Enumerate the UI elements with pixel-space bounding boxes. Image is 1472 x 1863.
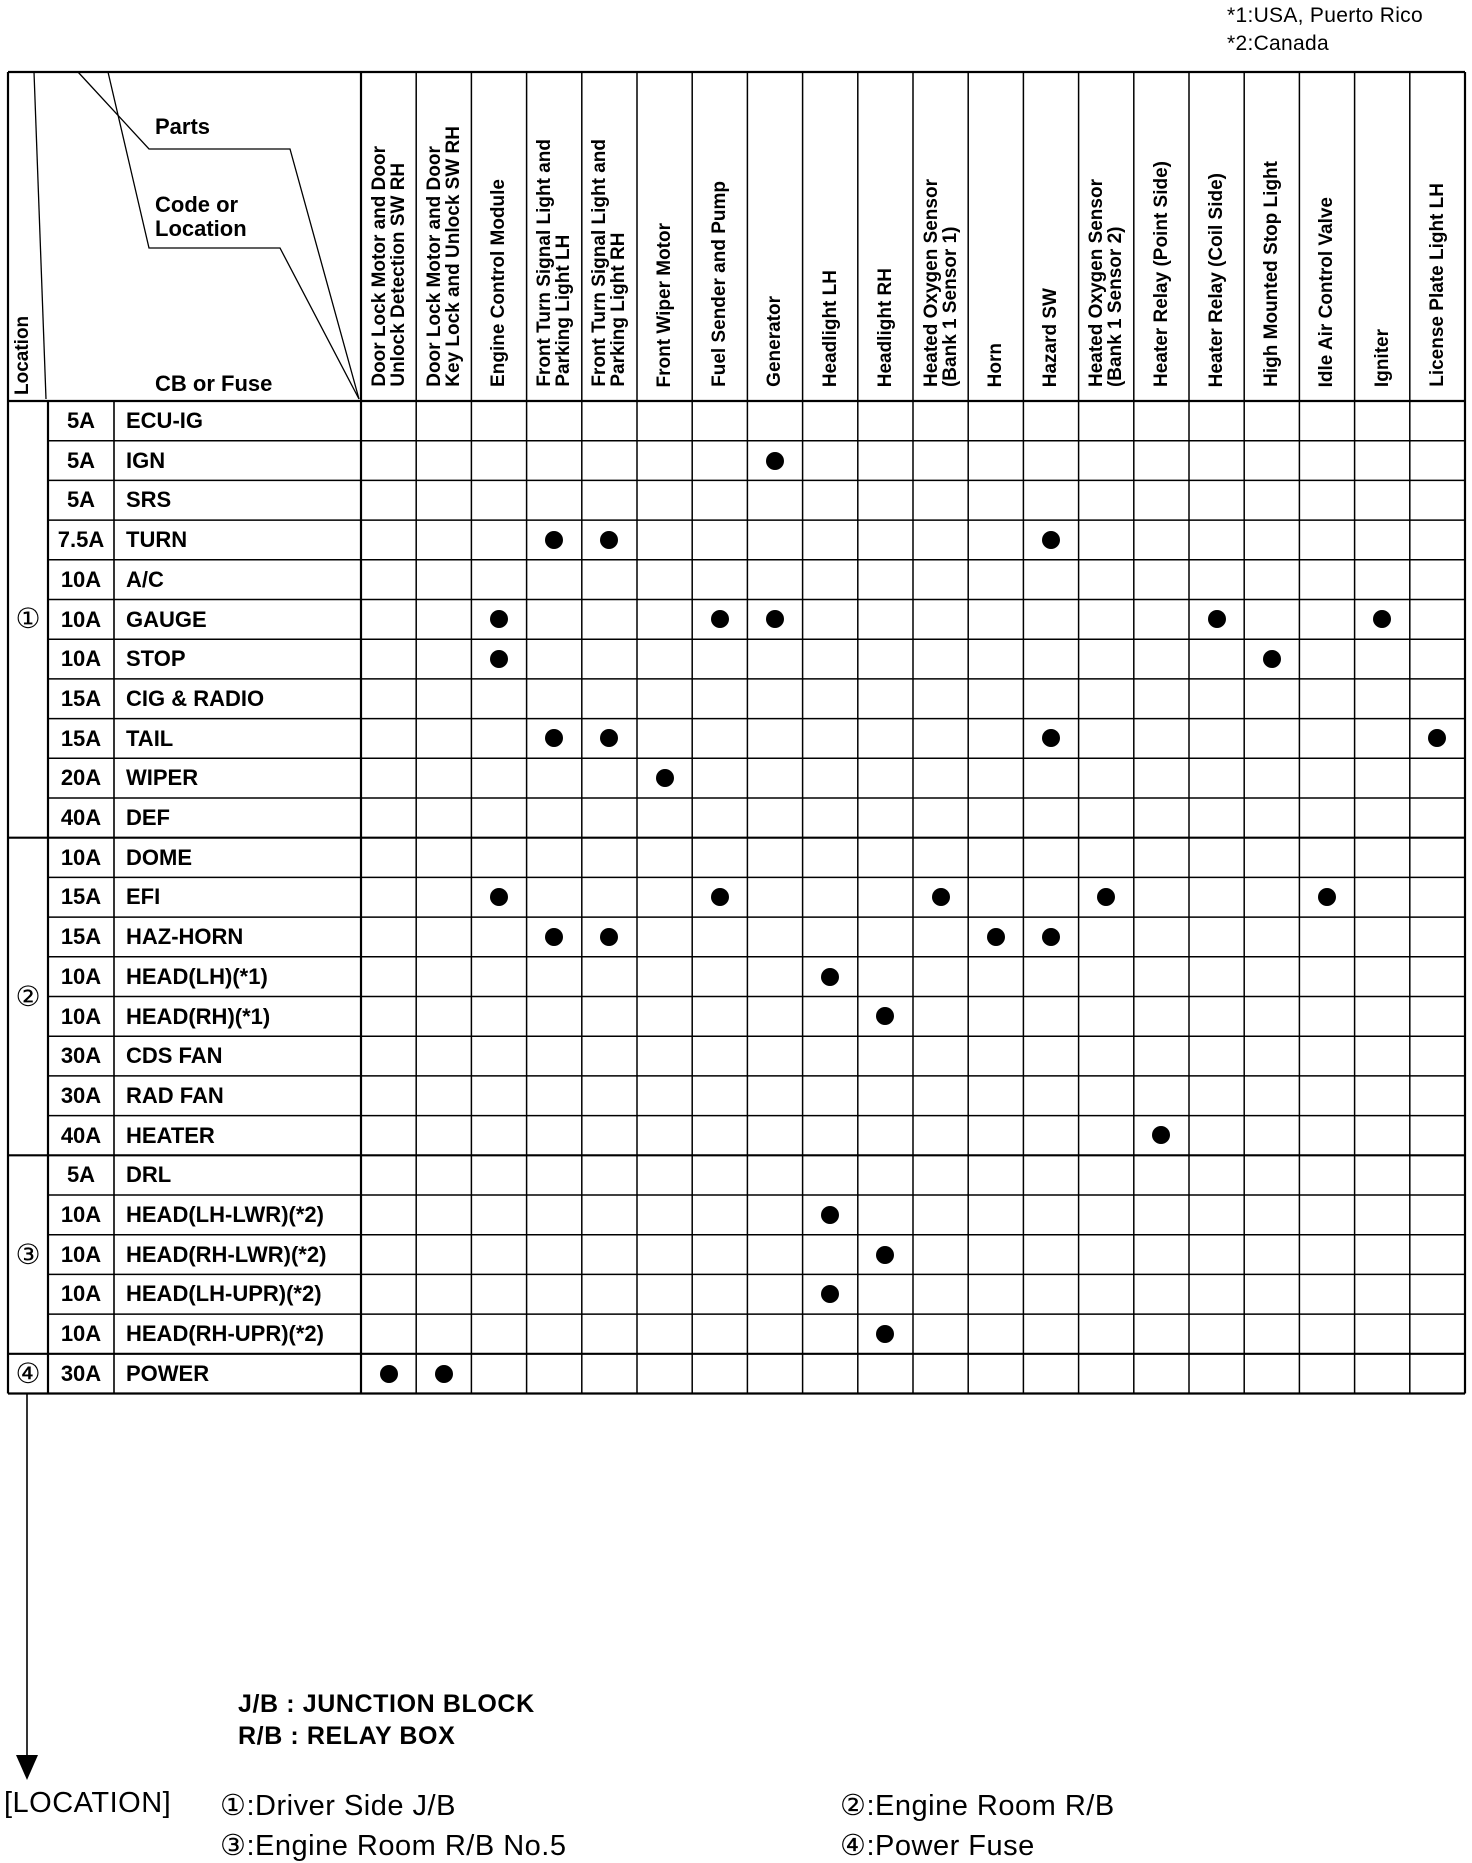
column-header-label: Front Wiper Motor xyxy=(654,222,676,387)
column-header-label: Horn xyxy=(985,342,1007,387)
column-header xyxy=(1244,72,1299,401)
fuse-name: HEAD(RH-UPR)(*2) xyxy=(126,1321,324,1347)
fuse-name: TAIL xyxy=(126,725,174,751)
column-header xyxy=(858,72,913,401)
fuse-amp: 10A xyxy=(60,1321,102,1347)
connection-dot xyxy=(545,531,563,549)
fuse-amp: 10A xyxy=(60,606,102,632)
connection-dot xyxy=(435,1365,453,1383)
fuse-name: HEATER xyxy=(126,1122,215,1148)
footnote-2: *2:Canada xyxy=(1227,32,1329,55)
column-header xyxy=(361,72,416,401)
fuse-name: RAD FAN xyxy=(126,1082,224,1108)
fuse-amp: 5A xyxy=(66,447,96,473)
fuse-amp: 5A xyxy=(66,408,96,433)
fuse-name: SRS xyxy=(126,487,172,513)
connection-dot xyxy=(821,1206,839,1224)
fuse-amp: 40A xyxy=(60,1122,102,1148)
fuse-name: DOME xyxy=(126,844,192,870)
fuse-amp: 15A xyxy=(60,924,102,950)
column-header xyxy=(913,72,968,401)
fuse-amp: 10A xyxy=(60,963,102,989)
connection-dot xyxy=(545,928,563,946)
column-header-label: Idle Air Control Valve xyxy=(1316,196,1338,387)
fuse-amp: 7.5A xyxy=(57,527,105,553)
fuse-name: DEF xyxy=(126,805,170,830)
column-header-label: Fuel Sender and Pump xyxy=(709,181,731,387)
column-header xyxy=(803,72,858,401)
connection-dot xyxy=(987,928,1005,946)
location-group-label: ③ xyxy=(15,1238,41,1270)
corner-code-label: Code or Location xyxy=(155,192,247,241)
fuse-name: CDS FAN xyxy=(126,1043,223,1069)
fuse-name: HEAD(LH-UPR)(*2) xyxy=(126,1281,322,1307)
fuse-name: POWER xyxy=(126,1360,210,1386)
column-header xyxy=(692,72,747,401)
legend-rb: R/B : RELAY BOX xyxy=(238,1722,456,1750)
location-item-1: ①:Driver Side J/B xyxy=(220,1790,456,1822)
fuse-name: STOP xyxy=(126,646,186,672)
column-header xyxy=(582,72,637,401)
footnote-1: *1:USA, Puerto Rico xyxy=(1227,4,1423,27)
corner-parts-label: Parts xyxy=(155,114,211,139)
fuse-name: HEAD(LH)(*1) xyxy=(126,963,268,989)
connection-dot xyxy=(1042,531,1060,549)
fuse-name: GAUGE xyxy=(126,606,207,632)
column-header xyxy=(1189,72,1244,401)
connection-dot xyxy=(490,650,508,668)
fuse-name: HEAD(RH)(*1) xyxy=(126,1003,271,1029)
column-header-label: Front Turn Signal Light and Parking Light LH xyxy=(534,139,575,387)
connection-dot xyxy=(711,888,729,906)
column-header xyxy=(747,72,802,401)
column-header xyxy=(1299,72,1354,401)
fuse-amp: 10A xyxy=(60,646,102,672)
connection-dot xyxy=(932,888,950,906)
connection-dot xyxy=(821,968,839,986)
fuse-name: HEAD(RH-LWR)(*2) xyxy=(126,1241,327,1267)
fuse-name: HEAD(LH-LWR)(*2) xyxy=(126,1202,324,1227)
column-header xyxy=(1079,72,1134,401)
column-header xyxy=(471,72,526,401)
location-title: [LOCATION] xyxy=(4,1787,172,1819)
fuse-amp: 10A xyxy=(60,1202,102,1227)
column-header-label: Headlight LH xyxy=(819,269,841,387)
corner-location-label: Location xyxy=(12,315,33,395)
connection-dot xyxy=(656,769,674,787)
column-header-label: Front Turn Signal Light and Parking Light RH xyxy=(589,139,630,387)
fuse-name: IGN xyxy=(126,447,166,473)
column-header-label: Heater Relay (Coil Side) xyxy=(1206,172,1228,387)
connection-dot xyxy=(876,1246,894,1264)
fuse-name: HAZ-HORN xyxy=(126,924,244,950)
fuse-amp: 10A xyxy=(60,1003,102,1029)
location-group-label: ② xyxy=(15,980,41,1012)
column-header xyxy=(416,72,471,401)
column-header xyxy=(968,72,1023,401)
location-group-label: ④ xyxy=(15,1357,41,1389)
fuse-name: A/C xyxy=(126,566,164,592)
column-header xyxy=(1355,72,1410,401)
column-header xyxy=(527,72,582,401)
fuse-amp: 30A xyxy=(60,1360,102,1386)
fuse-name: CIG & RADIO xyxy=(126,685,265,711)
location-group-label: ① xyxy=(15,603,41,635)
fuse-amp: 30A xyxy=(60,1082,102,1108)
fuse-amp: 5A xyxy=(66,1162,96,1188)
column-header-label: Headlight RH xyxy=(874,267,896,387)
fuse-name: ECU-IG xyxy=(126,408,203,433)
column-header-label: Heater Relay (Point Side) xyxy=(1150,161,1172,387)
location-item-4: ④:Power Fuse xyxy=(840,1830,1035,1862)
fuse-amp: 10A xyxy=(60,1281,102,1307)
fuse-amp: 10A xyxy=(60,566,102,592)
column-header-label: Igniter xyxy=(1371,328,1393,387)
connection-dot xyxy=(1208,610,1226,628)
fuse-amp: 30A xyxy=(60,1043,102,1069)
column-header xyxy=(1023,72,1078,401)
fuse-amp: 15A xyxy=(60,685,102,711)
column-header-label: Heated Oxygen Sensor (Bank 1 Sensor 2) xyxy=(1086,178,1127,387)
fuse-name: EFI xyxy=(126,884,161,910)
connection-dot xyxy=(766,452,784,470)
column-header-label: License Plate Light LH xyxy=(1426,183,1448,387)
column-header-label: Door Lock Motor and Door Unlock Detection SW RH xyxy=(368,146,409,387)
fuse-amp: 5A xyxy=(66,487,96,513)
location-item-2: ②:Engine Room R/B xyxy=(840,1790,1115,1822)
column-header-label: High Mounted Stop Light xyxy=(1261,161,1283,387)
legend-jb: J/B : JUNCTION BLOCK xyxy=(238,1690,535,1718)
corner-cb-label: CB or Fuse xyxy=(155,371,273,396)
column-header-label: Heated Oxygen Sensor (Bank 1 Sensor 1) xyxy=(920,178,961,387)
column-header-label: Generator xyxy=(764,296,786,387)
location-item-3: ③:Engine Room R/B No.5 xyxy=(220,1830,567,1862)
column-header-label: Engine Control Module xyxy=(488,179,510,387)
column-header xyxy=(637,72,692,401)
connection-dot xyxy=(380,1365,398,1383)
fuse-amp: 15A xyxy=(60,884,102,910)
connection-dot xyxy=(1263,650,1281,668)
fuse-amp: 40A xyxy=(60,805,102,830)
column-header xyxy=(1134,72,1189,401)
connection-dot xyxy=(1042,928,1060,946)
fuse-amp: 15A xyxy=(60,725,102,751)
fuse-amp: 10A xyxy=(60,844,102,870)
column-header xyxy=(1410,72,1465,401)
column-header-label: Door Lock Motor and Door Key Lock and Unlock SW RH xyxy=(423,126,464,387)
fuse-name: DRL xyxy=(126,1162,172,1188)
fuse-name: TURN xyxy=(126,527,188,553)
column-header-label: Hazard SW xyxy=(1040,287,1062,387)
fuse-name: WIPER xyxy=(126,765,199,791)
fuse-amp: 10A xyxy=(60,1241,102,1267)
fuse-amp: 20A xyxy=(60,765,102,791)
